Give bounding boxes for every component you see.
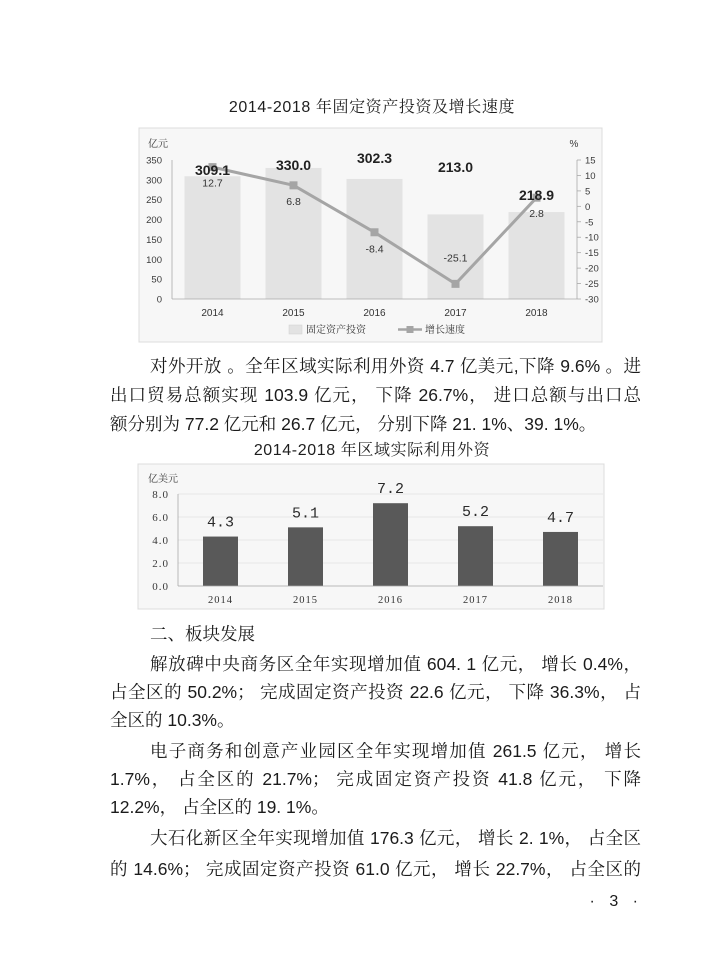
foreign-investment-value-label: 5.2	[461, 504, 490, 522]
right-axis-tick-label: 15	[585, 155, 596, 167]
y-axis-tick-label: 0.0	[152, 581, 169, 593]
left-axis-tick-label: 150	[146, 234, 162, 246]
fixed-investment-value-label: 218.9	[518, 187, 555, 203]
foreign-investment-value-label: 4.3	[206, 514, 235, 532]
y-axis-tick-label: 8.0	[152, 489, 169, 501]
y-axis-tick-label: 4.0	[152, 535, 169, 547]
text-line: 解放碑中央商务区全年实现增加值 604. 1 亿元， 增长 0.4%，	[150, 654, 641, 674]
right-axis-tick-label: -30	[585, 294, 599, 306]
legend-bar-swatch	[289, 325, 302, 334]
right-axis-tick-label: -15	[585, 248, 599, 260]
growth-rate-value-label: -8.4	[365, 243, 384, 256]
x-axis-tick-label: 2016	[378, 595, 403, 606]
text-line: 的 14.6%； 完成固定资产投资 61.0 亿元， 增长 22.7%， 占全区的	[110, 859, 641, 879]
fixed-investment-value-label: 213.0	[437, 159, 474, 175]
foreign-investment-value-label: 5.1	[291, 505, 320, 523]
x-axis-tick-label: 2018	[548, 595, 573, 606]
text-line: 电子商务和创意产业园区全年实现增加值 261.5 亿元， 增长	[150, 741, 641, 761]
right-axis-tick-label: 10	[585, 170, 596, 182]
legend-bar-label: 固定资产投资	[306, 325, 366, 336]
x-axis-tick-label: 2018	[525, 308, 548, 319]
paragraph-cbd	[110, 650, 641, 734]
left-axis-unit-label: 亿元	[148, 139, 168, 150]
section-heading: 二、板块发展	[150, 624, 255, 644]
paragraph-foreign-trade	[110, 352, 641, 439]
right-axis-tick-label: -10	[585, 232, 599, 244]
right-axis-unit-label: %	[569, 139, 579, 150]
legend-line-label: 增长速度	[425, 325, 465, 336]
left-axis-tick-label: 100	[146, 254, 162, 266]
x-axis-tick-label: 2015	[282, 308, 305, 319]
left-axis-tick-label: 250	[146, 195, 162, 207]
fixed-asset-investment-chart	[138, 127, 604, 343]
text-line: 全区的 10.3%。	[110, 710, 235, 730]
growth-rate-point	[452, 280, 460, 288]
paragraph-ecommerce-park	[110, 737, 641, 821]
fixed-investment-bar	[509, 212, 565, 299]
text-line: 出口贸易总额实现 103.9 亿元， 下降 26.7%， 进口总额与出口总	[110, 385, 641, 405]
left-axis-tick-label: 50	[151, 274, 162, 286]
foreign-investment-bar	[458, 526, 493, 586]
y-axis-unit-label: 亿美元	[148, 474, 178, 485]
right-axis-tick-label: 0	[585, 201, 591, 213]
foreign-investment-value-label: 7.2	[376, 481, 405, 499]
x-axis-tick-label: 2017	[463, 595, 488, 606]
right-axis-tick-label: 5	[585, 186, 591, 198]
y-axis-tick-label: 6.0	[152, 512, 169, 524]
left-axis-tick-label: 300	[146, 175, 162, 187]
x-axis-tick-label: 2016	[363, 308, 386, 319]
x-axis-tick-label: 2015	[293, 595, 318, 606]
left-axis-tick-label: 0	[156, 294, 162, 306]
y-axis-tick-label: 2.0	[152, 558, 169, 570]
right-axis-tick-label: -25	[585, 279, 599, 291]
right-axis-tick-label: -5	[585, 217, 594, 229]
text-line: 占全区的 50.2%； 完成固定资产投资 22.6 亿元， 下降 36.3%， 占	[110, 682, 641, 702]
text-line: 12.2%， 占全区的 19. 1%。	[110, 797, 329, 817]
chart-title: 2014-2018 年区域实际利用外资	[253, 442, 491, 459]
fixed-investment-value-label: 309.1	[194, 162, 231, 178]
growth-rate-value-label: 12.7	[202, 177, 223, 190]
text-line: 对外开放 。全年区域实际利用外资 4.7 亿美元,下降 9.6% 。进	[150, 356, 641, 376]
growth-rate-value-label: -25.1	[443, 252, 468, 265]
growth-rate-point	[290, 181, 298, 189]
chart-frame	[138, 464, 604, 609]
growth-rate-value-label: 6.8	[286, 195, 301, 208]
legend-line-marker	[407, 326, 414, 333]
foreign-investment-bar	[373, 503, 408, 586]
fixed-investment-value-label: 302.3	[356, 150, 393, 166]
growth-rate-point	[371, 228, 379, 236]
fixed-investment-bar	[347, 179, 403, 299]
paragraph-petrochemical-zone	[110, 823, 641, 885]
left-axis-tick-label: 350	[146, 155, 162, 167]
fixed-investment-bar	[185, 176, 241, 299]
foreign-investment-bar	[203, 537, 238, 586]
foreign-investment-bar	[288, 527, 323, 586]
page-number: · 3 ·	[589, 893, 641, 910]
foreign-investment-bar	[543, 532, 578, 586]
text-line: 大石化新区全年实现增加值 176.3 亿元， 增长 2. 1%， 占全区	[150, 828, 641, 848]
fixed-investment-value-label: 330.0	[275, 157, 312, 173]
left-axis-tick-label: 200	[146, 215, 162, 227]
growth-rate-value-label: 2.8	[529, 208, 544, 221]
right-axis-tick-label: -20	[585, 263, 599, 275]
x-axis-tick-label: 2014	[208, 595, 233, 606]
chart-title: 2014-2018 年固定资产投资及增长速度	[228, 99, 516, 116]
text-line: 1.7%， 占全区的 21.7%； 完成固定资产投资 41.8 亿元， 下降	[110, 769, 641, 789]
x-axis-tick-label: 2017	[444, 308, 467, 319]
foreign-investment-value-label: 4.7	[546, 509, 575, 527]
x-axis-tick-label: 2014	[201, 308, 224, 319]
text-line: 额分别为 77.2 亿元和 26.7 亿元， 分别下降 21. 1%、39. 1%。	[110, 414, 597, 434]
foreign-investment-chart	[137, 463, 605, 610]
